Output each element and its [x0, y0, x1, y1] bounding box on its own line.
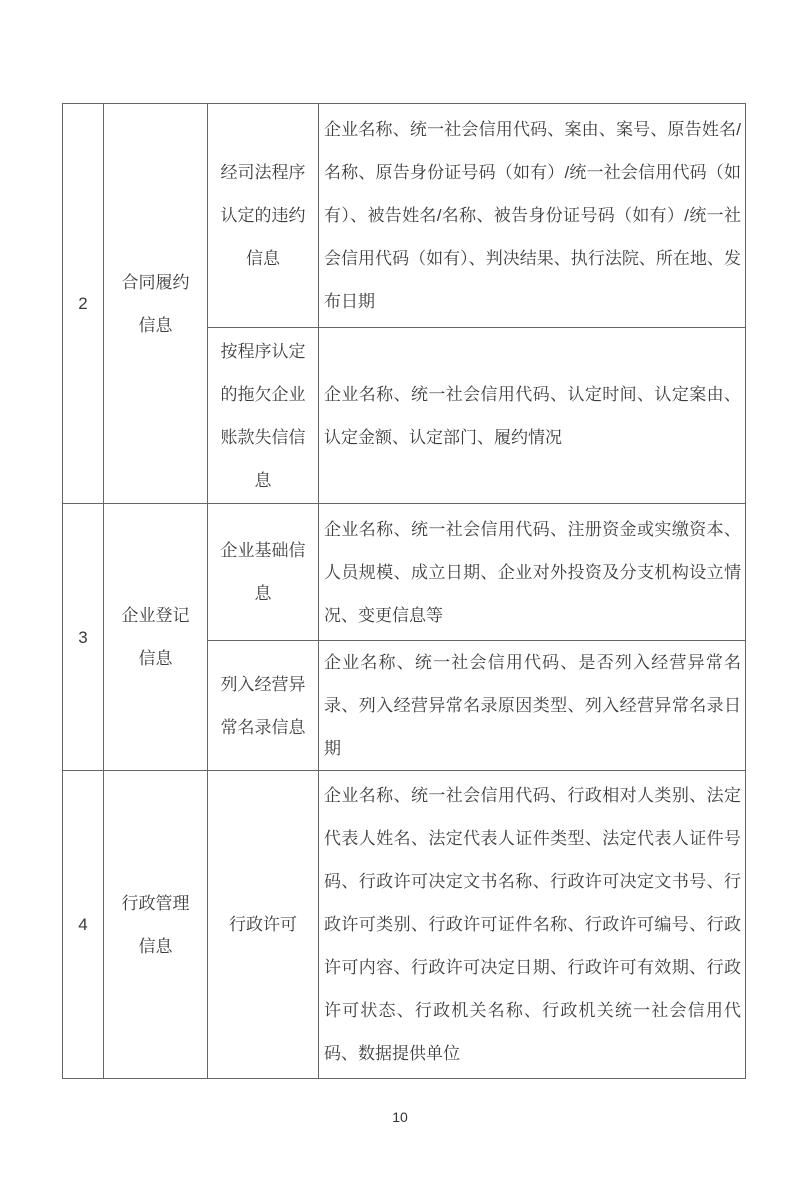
subcategory-cell: 企业基础信息 — [208, 504, 319, 641]
data-items-cell: 企业名称、统一社会信用代码、是否列入经营异常名录、列入经营异常名录原因类型、列入经营异常名录日期 — [319, 641, 746, 771]
subcategory-cell: 行政许可 — [208, 771, 319, 1079]
row-index-cell: 2 — [63, 104, 104, 504]
category-cell: 行政管理信息 — [104, 771, 208, 1079]
table-row — [63, 504, 746, 641]
data-items-cell: 企业名称、统一社会信用代码、案由、案号、原告姓名/名称、原告身份证号码（如有）/统一社会信用代码（如有）、被告姓名/名称、被告身份证号码（如有）/统一社会信用代码（如有）、判决结果、执行法院、所在地、发布日期 — [319, 104, 746, 328]
subcategory-cell: 经司法程序认定的违约信息 — [208, 104, 319, 328]
credit-info-table — [62, 103, 746, 1079]
table-row — [63, 771, 746, 1079]
subcategory-cell: 按程序认定的拖欠企业账款失信信息 — [208, 328, 319, 504]
data-items-cell: 企业名称、统一社会信用代码、认定时间、认定案由、认定金额、认定部门、履约情况 — [319, 328, 746, 504]
page-number: 10 — [392, 1109, 408, 1125]
category-cell: 合同履约信息 — [104, 104, 208, 504]
data-items-cell: 企业名称、统一社会信用代码、注册资金或实缴资本、人员规模、成立日期、企业对外投资及分支机构设立情况、变更信息等 — [319, 504, 746, 641]
row-index-cell: 4 — [63, 771, 104, 1079]
subcategory-cell: 列入经营异常名录信息 — [208, 641, 319, 771]
category-cell: 企业登记信息 — [104, 504, 208, 771]
row-index-cell: 3 — [63, 504, 104, 771]
data-items-cell: 企业名称、统一社会信用代码、行政相对人类别、法定代表人姓名、法定代表人证件类型、法定代表人证件号码、行政许可决定文书名称、行政许可决定文书号、行政许可类别、行政许可证件名称、行政许可编号、行政许可内容、行政许可决定日期、行政许可有效期、行政许可状态、行政机关名称、行政机关统一社会信用代码、数据提供单位 — [319, 771, 746, 1079]
table-row — [63, 104, 746, 328]
